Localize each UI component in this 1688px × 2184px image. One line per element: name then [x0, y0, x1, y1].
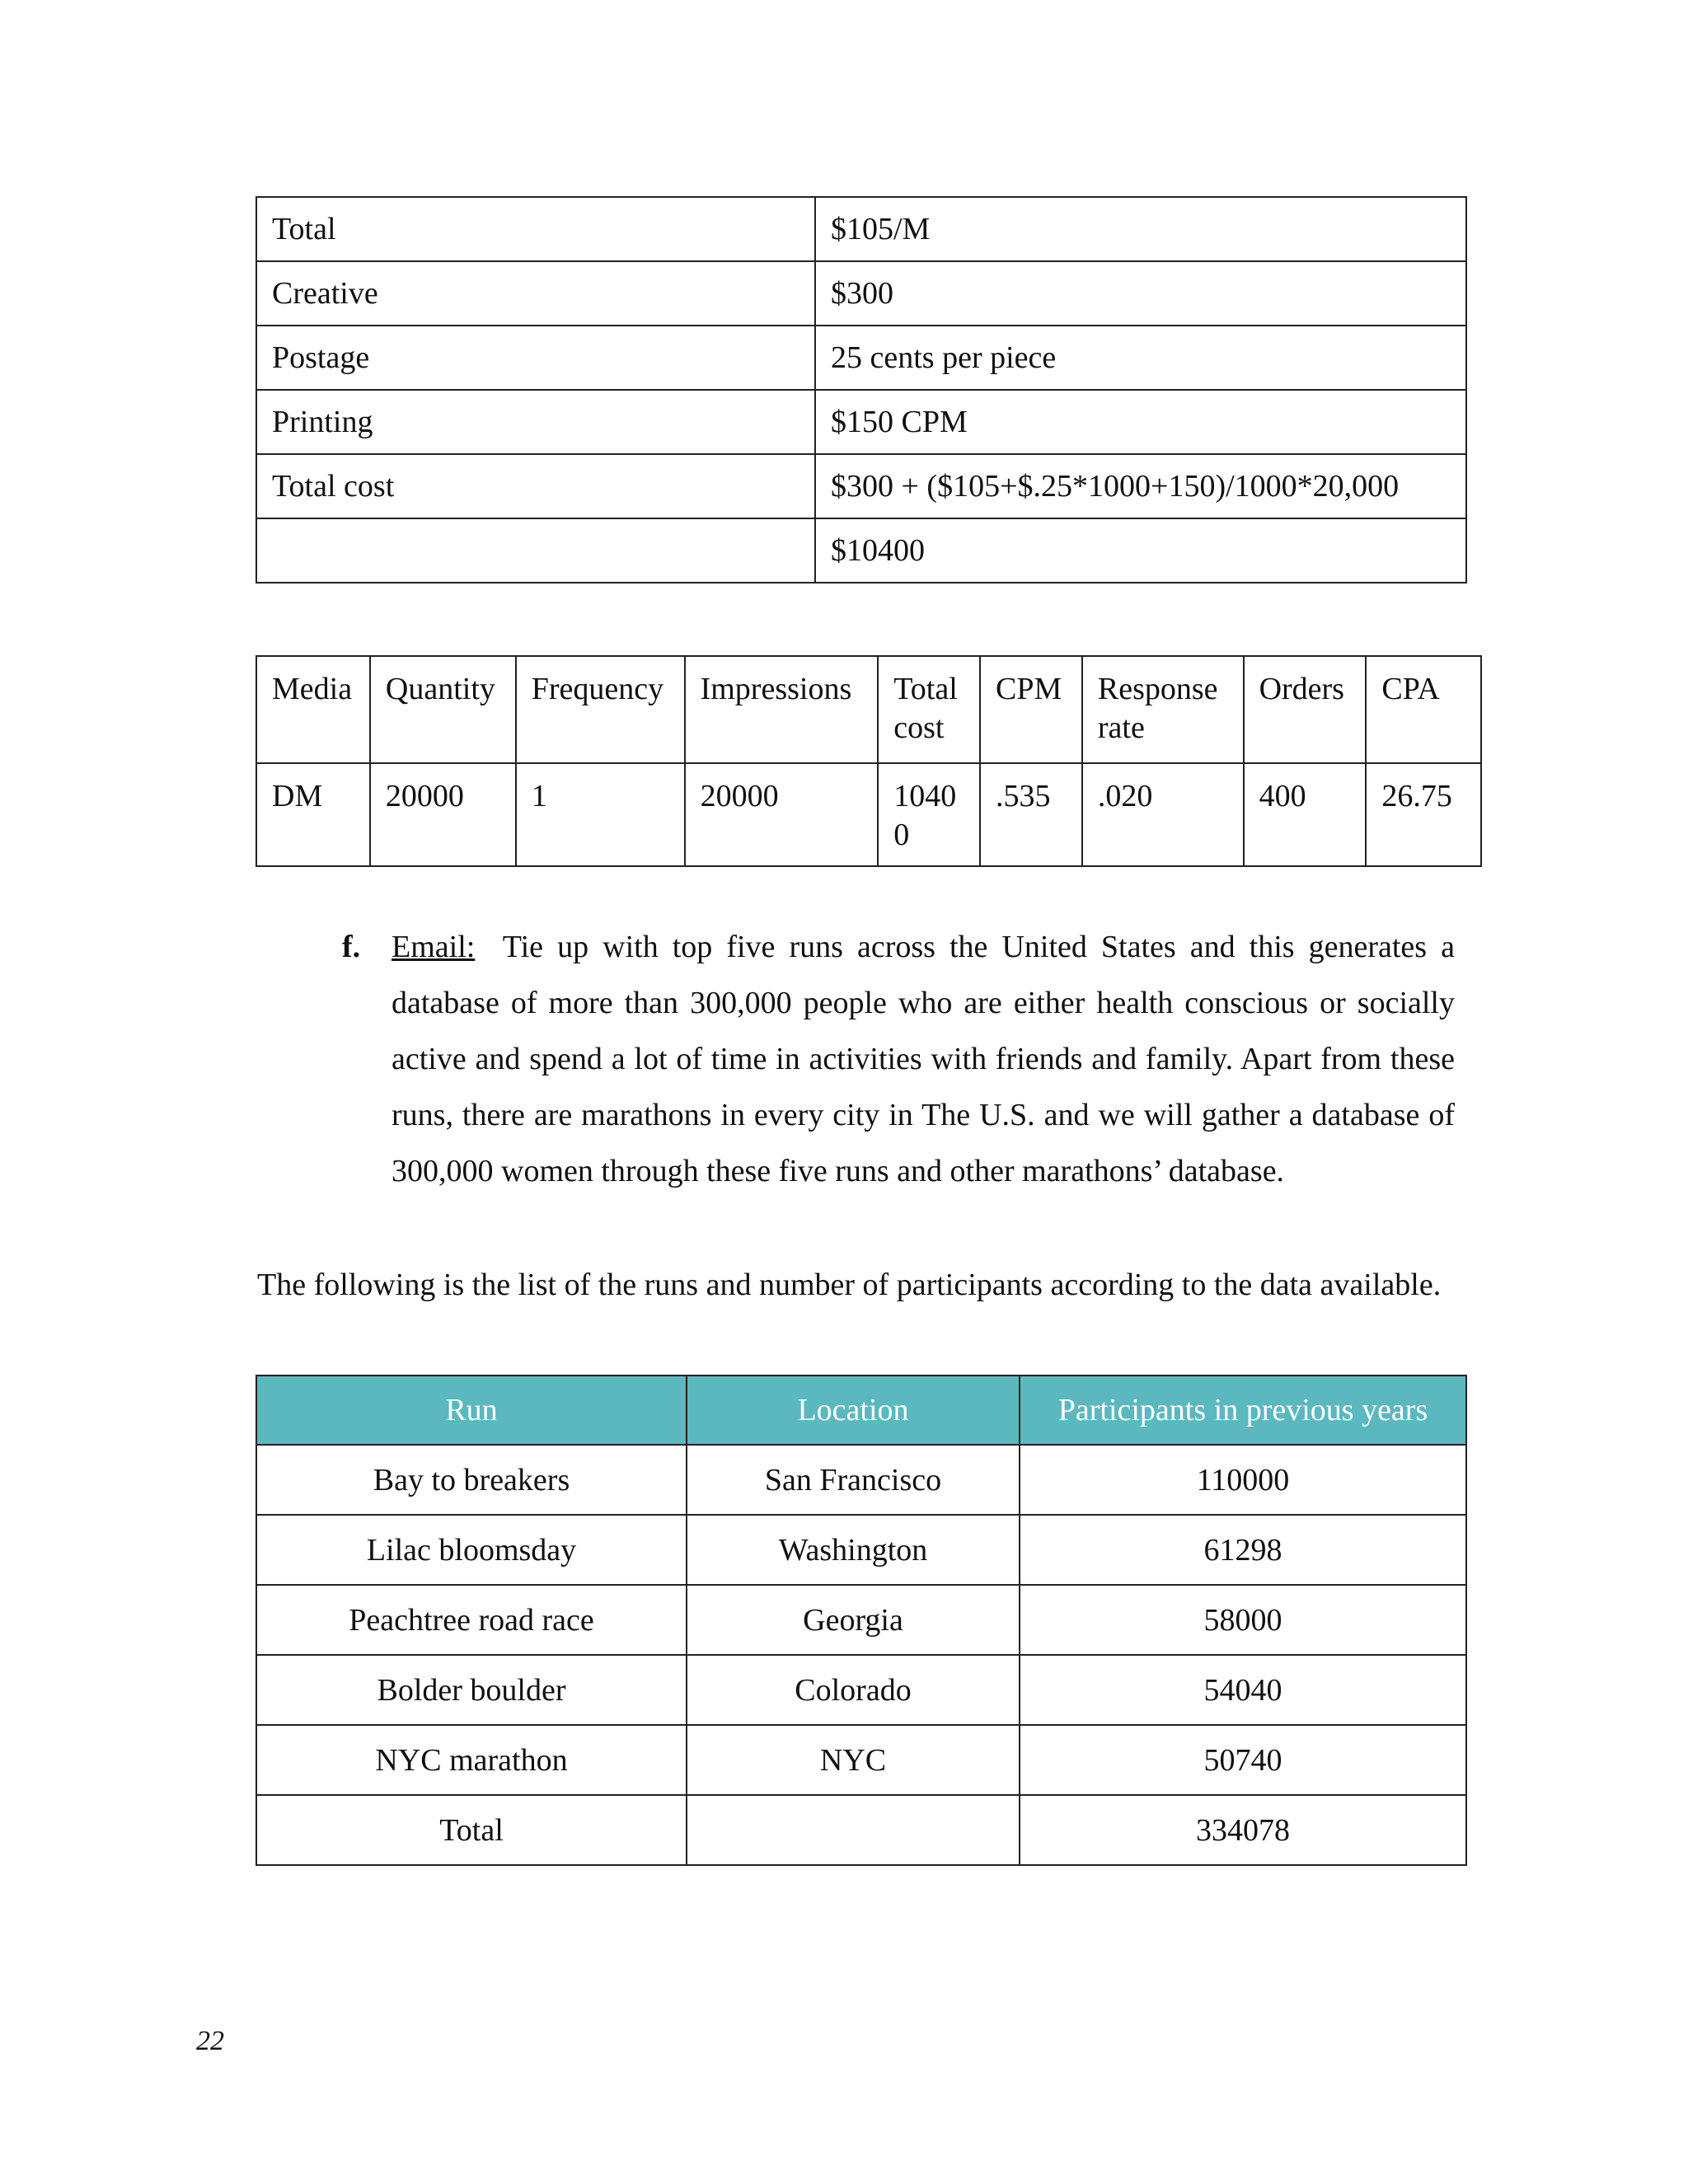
location-cell: San Francisco: [687, 1445, 1020, 1515]
frequency-cell: 1: [516, 763, 685, 866]
run-cell: Bolder boulder: [256, 1655, 687, 1725]
table-row: [256, 518, 1466, 583]
table-row: [256, 197, 1466, 261]
cost-value: $105/M: [815, 197, 1466, 261]
quantity-cell: 20000: [370, 763, 516, 866]
participants-cell: 58000: [1020, 1585, 1466, 1655]
table-row: [256, 1795, 1466, 1865]
cost-value: $10400: [815, 518, 1466, 583]
column-header-run: Run: [256, 1376, 687, 1445]
participants-cell: 110000: [1020, 1445, 1466, 1515]
list-marker: f.: [342, 930, 361, 964]
cost-table: [256, 196, 1467, 583]
cost-label: Printing: [256, 390, 815, 454]
location-cell: [687, 1795, 1020, 1865]
column-header-response-rate: Response rate: [1082, 656, 1244, 763]
table-header-row: [256, 656, 1481, 763]
column-header-frequency: Frequency: [516, 656, 685, 763]
email-section: [342, 919, 1455, 1199]
run-cell: Lilac bloomsday: [256, 1515, 687, 1585]
table-row: [256, 1445, 1466, 1515]
location-cell: Georgia: [687, 1585, 1020, 1655]
table-row: [256, 261, 1466, 326]
table-header-row: [256, 1376, 1466, 1445]
cost-value: $150 CPM: [815, 390, 1466, 454]
column-header-quantity: Quantity: [370, 656, 516, 763]
column-header-cpa: CPA: [1366, 656, 1481, 763]
table-row: [256, 1655, 1466, 1725]
run-cell: Peachtree road race: [256, 1585, 687, 1655]
response-rate-cell: .020: [1082, 763, 1244, 866]
cost-label: Total: [256, 197, 815, 261]
column-header-orders: Orders: [1244, 656, 1367, 763]
runs-intro-text: The following is the list of the runs and number of participants according to the data available.: [257, 1268, 1442, 1302]
impressions-cell: 20000: [685, 763, 879, 866]
cost-value: $300 + ($105+$.25*1000+150)/1000*20,000: [815, 454, 1466, 518]
cost-label: Postage: [256, 326, 815, 390]
cost-label: Total cost: [256, 454, 815, 518]
location-cell: Washington: [687, 1515, 1020, 1585]
column-header-impressions: Impressions: [685, 656, 879, 763]
participants-cell: 334078: [1020, 1795, 1466, 1865]
total-cost-cell: 10400: [878, 763, 980, 866]
location-cell: Colorado: [687, 1655, 1020, 1725]
cpm-cell: .535: [980, 763, 1082, 866]
cpa-cell: 26.75: [1366, 763, 1481, 866]
column-header-location: Location: [687, 1376, 1020, 1445]
email-heading: Email:: [392, 930, 476, 964]
media-cell: DM: [256, 763, 370, 866]
column-header-total-cost: Total cost: [878, 656, 980, 763]
media-table: [256, 655, 1482, 867]
column-header-media: Media: [256, 656, 370, 763]
cost-value: $300: [815, 261, 1466, 326]
participants-cell: 54040: [1020, 1655, 1466, 1725]
table-row: [256, 1725, 1466, 1795]
participants-cell: 50740: [1020, 1725, 1466, 1795]
orders-cell: 400: [1244, 763, 1367, 866]
table-row: [256, 763, 1481, 866]
runs-table: [256, 1375, 1467, 1866]
run-cell: Bay to breakers: [256, 1445, 687, 1515]
page-number: 22: [196, 2026, 224, 2056]
column-header-participants: Participants in previous years: [1020, 1376, 1466, 1445]
table-row: [256, 1515, 1466, 1585]
email-paragraph: [392, 919, 1455, 1199]
table-row: [256, 326, 1466, 390]
table-row: [256, 1585, 1466, 1655]
participants-cell: 61298: [1020, 1515, 1466, 1585]
cost-value: 25 cents per piece: [815, 326, 1466, 390]
cost-label: [256, 518, 815, 583]
run-cell: NYC marathon: [256, 1725, 687, 1795]
table-row: [256, 454, 1466, 518]
location-cell: NYC: [687, 1725, 1020, 1795]
email-text: Tie up with top five runs across the United States and this generates a database of more than 300,000 people who are either health conscious or socially active and spend a lot of time in activities with friends and family. Apart from these runs, there are marathons in every city in The U.S. and we will gather a database of 300,000 women through these five runs and other marathons’ database.: [392, 930, 1455, 1188]
column-header-cpm: CPM: [980, 656, 1082, 763]
cost-label: Creative: [256, 261, 815, 326]
table-row: [256, 390, 1466, 454]
run-cell: Total: [256, 1795, 687, 1865]
